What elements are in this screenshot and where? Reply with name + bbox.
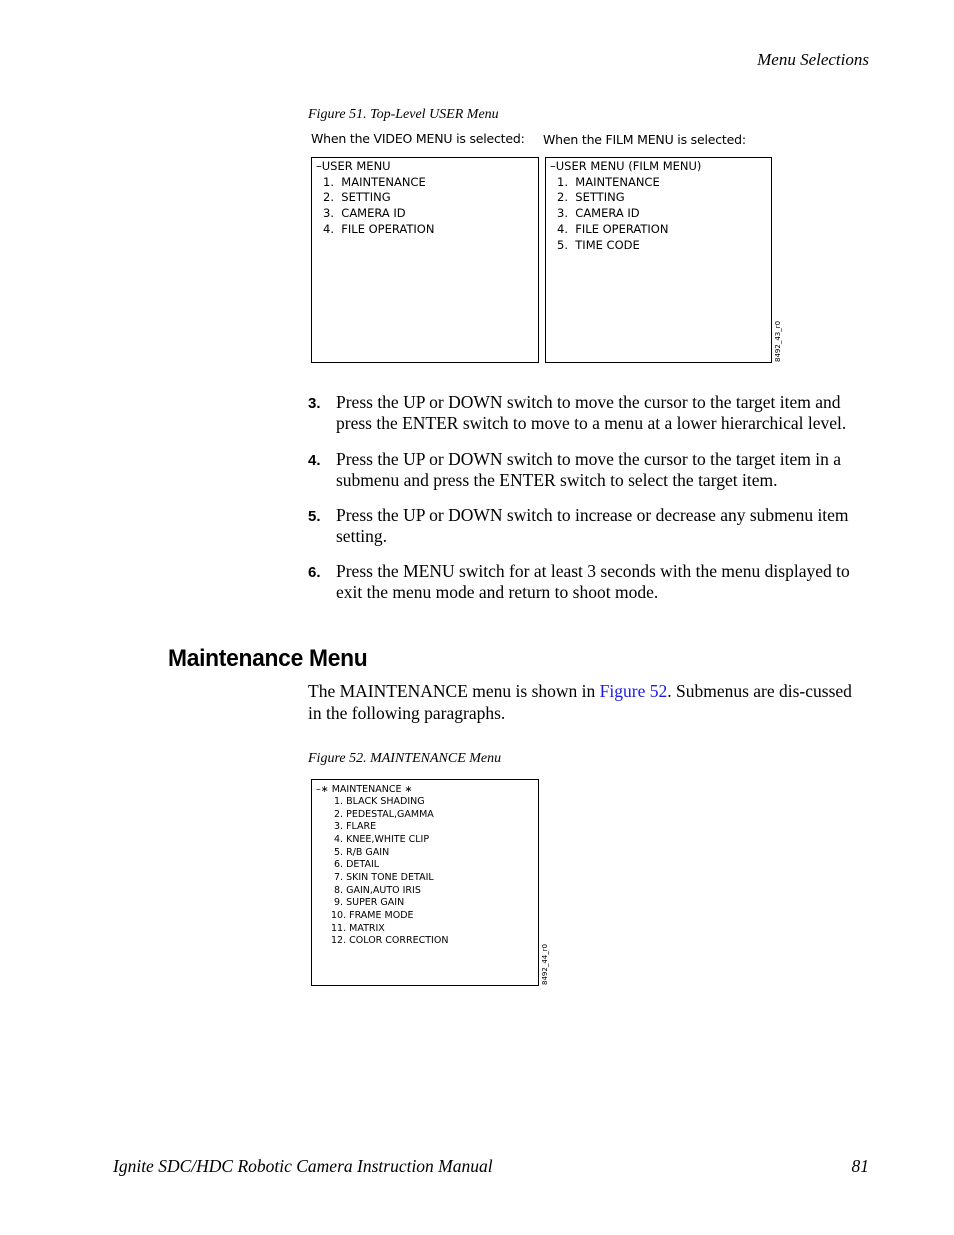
step-item (308, 505, 874, 546)
figure-51-art-id: 8492_43_r0 (774, 320, 782, 362)
maintenance-menu-item: 5. R/B GAIN (334, 847, 390, 858)
step-number: 6. (308, 564, 321, 581)
video-menu-title-row (316, 159, 391, 174)
step-item (308, 449, 874, 490)
footer-page-number: 81 (851, 1156, 869, 1176)
video-menu-label: When the VIDEO MENU is selected: (311, 131, 525, 146)
video-menu-item: 2. SETTING (323, 190, 391, 204)
maintenance-menu-item: 9. SUPER GAIN (334, 897, 405, 908)
footer-manual-title: Ignite SDC/HDC Robotic Camera Instruction Manual (113, 1156, 493, 1176)
step-text: Press the UP or DOWN switch to increase or decrease any submenu item setting. (336, 505, 849, 546)
step-item (308, 561, 874, 602)
maintenance-menu-item: 4. KNEE,WHITE CLIP (334, 834, 430, 845)
film-menu-item: 3. CAMERA ID (557, 206, 640, 220)
asterisk-icon: ∗ (320, 784, 332, 795)
section-intro (308, 681, 868, 724)
film-menu-label: When the FILM MENU is selected: (543, 132, 746, 147)
maintenance-menu-item: 7. SKIN TONE DETAIL (334, 872, 434, 883)
dash-icon: – (550, 159, 556, 173)
figure-51-caption: Figure 51. Top-Level USER Menu (308, 107, 499, 122)
maintenance-menu-item: 12. COLOR CORRECTION (331, 935, 449, 946)
figure-52-art-id: 8492_44_r0 (541, 943, 549, 985)
maintenance-menu-box (311, 779, 539, 986)
asterisk-icon: ∗ (401, 784, 413, 795)
video-menu-item: 1. MAINTENANCE (323, 175, 426, 189)
film-menu-item: 1. MAINTENANCE (557, 175, 660, 189)
intro-text: . Submenus are dis-cussed in the following paragraphs. (308, 681, 852, 723)
film-user-menu-box (545, 157, 772, 363)
film-menu-item: 5. TIME CODE (557, 238, 640, 252)
dash-icon: – (316, 159, 322, 173)
maintenance-menu-title: MAINTENANCE (331, 784, 402, 795)
step-text: Press the MENU switch for at least 3 seconds with the menu displayed to exit the menu mode and return to shoot mode. (336, 561, 850, 602)
maintenance-title-row (316, 784, 412, 797)
step-item (308, 392, 874, 433)
step-text: Press the UP or DOWN switch to move the cursor to the target item and press the ENTER switch to move to a menu at a lower hierarchical level. (336, 392, 847, 433)
video-user-menu-box (311, 157, 539, 363)
film-menu-title: USER MENU (FILM MENU) (555, 159, 702, 173)
step-number: 4. (308, 452, 321, 469)
video-menu-item: 4. FILE OPERATION (323, 222, 435, 236)
step-text: Press the UP or DOWN switch to move the cursor to the target item in a submenu and press the ENTER switch to select the target item. (336, 449, 841, 490)
dash-icon: – (316, 784, 321, 795)
step-number: 5. (308, 508, 321, 525)
section-heading: Maintenance Menu (168, 645, 368, 672)
figure-52-link[interactable]: Figure 52 (599, 681, 668, 701)
intro-text: The MAINTENANCE menu is shown in (308, 681, 600, 701)
maintenance-menu-item: 10. FRAME MODE (331, 910, 414, 921)
film-menu-title-row (550, 159, 701, 174)
maintenance-menu-item: 8. GAIN,AUTO IRIS (334, 885, 421, 896)
maintenance-menu-item: 3. FLARE (334, 821, 377, 832)
maintenance-menu-item: 1. BLACK SHADING (334, 796, 425, 807)
maintenance-menu-item: 2. PEDESTAL,GAMMA (334, 809, 434, 820)
running-header: Menu Selections (757, 50, 869, 69)
maintenance-menu-item: 6. DETAIL (334, 859, 380, 870)
figure-52-caption: Figure 52. MAINTENANCE Menu (308, 751, 502, 766)
video-menu-title: USER MENU (321, 159, 391, 173)
step-number: 3. (308, 395, 321, 412)
film-menu-item: 2. SETTING (557, 190, 625, 204)
maintenance-menu-item: 11. MATRIX (331, 923, 385, 934)
film-menu-item: 4. FILE OPERATION (557, 222, 669, 236)
video-menu-item: 3. CAMERA ID (323, 206, 406, 220)
